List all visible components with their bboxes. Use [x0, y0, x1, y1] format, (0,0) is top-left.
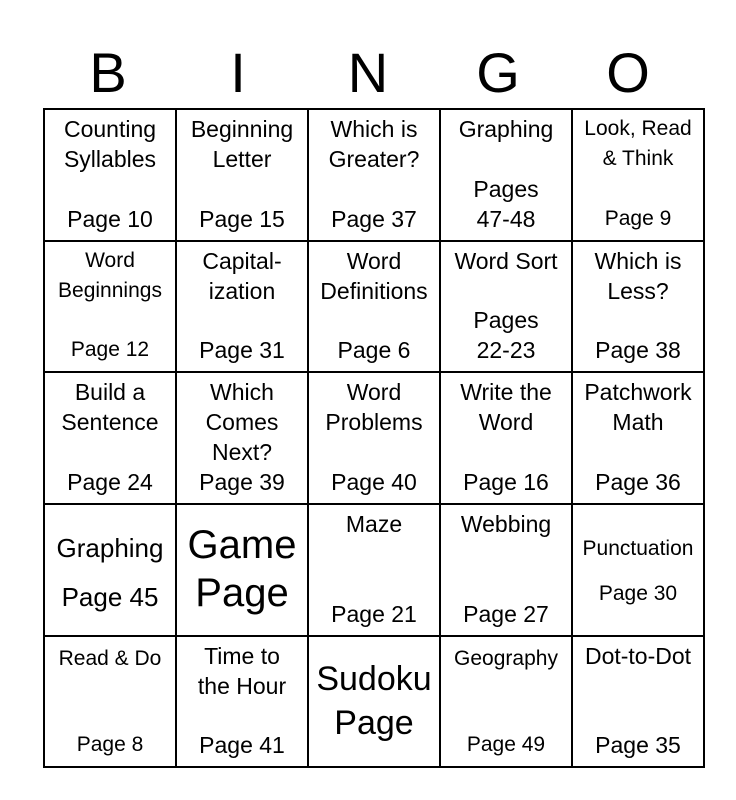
- cell-title: Punctuation: [582, 536, 694, 560]
- bingo-cell[interactable]: [176, 636, 308, 768]
- cell-page: Page 36: [595, 469, 681, 496]
- bingo-grid: [43, 108, 705, 768]
- cell-title: Maze: [345, 511, 403, 538]
- cell-page: Page 27: [463, 600, 549, 627]
- bingo-cell[interactable]: [44, 109, 176, 241]
- header-letter-n: N: [347, 41, 389, 104]
- free-space-label: Sudoku Page: [316, 659, 432, 742]
- header-letter-i: I: [230, 41, 246, 104]
- free-space-cell[interactable]: [308, 636, 440, 768]
- cell-title: Word Beginnings: [58, 248, 162, 302]
- grid-row: [44, 372, 704, 504]
- bingo-cell[interactable]: [176, 372, 308, 504]
- cell-page: Page 40: [331, 469, 417, 496]
- cell-title: Beginning Letter: [190, 116, 294, 172]
- bingo-cell[interactable]: [440, 372, 572, 504]
- free-space-label: Game Page: [187, 522, 297, 615]
- cell-page: Page 41: [199, 732, 285, 759]
- cell-page: Page 6: [337, 337, 411, 364]
- cell-page: Page 35: [595, 732, 681, 759]
- bingo-cell[interactable]: [572, 241, 704, 373]
- cell-page: Page 38: [595, 337, 681, 364]
- cell-page: Page 49: [466, 733, 546, 757]
- bingo-cell[interactable]: [440, 109, 572, 241]
- cell-page: Page 9: [604, 206, 672, 230]
- cell-title: Dot-to-Dot: [584, 642, 692, 669]
- header-letter-o: O: [606, 41, 650, 104]
- cell-title: Patchwork Math: [584, 379, 692, 436]
- header-letter-b: B: [89, 41, 127, 104]
- cell-title: Read & Do: [58, 646, 162, 670]
- cell-title: Write the Word: [460, 379, 552, 436]
- cell-title: Webbing: [460, 511, 552, 538]
- cell-title: Word Problems: [325, 379, 423, 436]
- bingo-cell[interactable]: [176, 241, 308, 373]
- cell-title: Word Sort: [454, 247, 558, 274]
- header-letter-g: G: [476, 41, 520, 104]
- cell-title: Time to the Hour: [197, 642, 287, 699]
- bingo-cell[interactable]: [572, 372, 704, 504]
- cell-title: Which Comes Next?: [205, 379, 279, 466]
- cell-page: Page 31: [199, 337, 285, 364]
- bingo-cell[interactable]: [308, 241, 440, 373]
- bingo-cell[interactable]: [176, 109, 308, 241]
- bingo-cell[interactable]: [572, 636, 704, 768]
- cell-title: Graphing: [458, 116, 554, 142]
- bingo-cell[interactable]: [44, 636, 176, 768]
- grid-row: [44, 504, 704, 636]
- cell-page: Page 15: [199, 205, 285, 232]
- cell-page: Pages 22-23: [473, 307, 539, 364]
- cell-page: Page 39: [199, 469, 285, 496]
- grid-row: [44, 636, 704, 768]
- cell-page: Pages 47-48: [473, 175, 539, 232]
- cell-page: Page 12: [70, 338, 150, 362]
- bingo-cell[interactable]: [44, 372, 176, 504]
- cell-title: Counting Syllables: [63, 116, 157, 172]
- cell-title: Which is Less?: [594, 247, 682, 304]
- cell-title: Look, Read & Think: [584, 117, 692, 170]
- grid-row: [44, 109, 704, 241]
- bingo-cell[interactable]: [44, 504, 176, 636]
- bingo-header: [43, 38, 693, 108]
- bingo-cell[interactable]: [308, 372, 440, 504]
- bingo-cell[interactable]: [440, 636, 572, 768]
- cell-page: Page 45: [61, 581, 159, 612]
- bingo-cell[interactable]: [440, 504, 572, 636]
- cell-page: Page 8: [76, 733, 144, 757]
- bingo-cell[interactable]: [44, 241, 176, 373]
- cell-page: Page 16: [463, 469, 549, 496]
- cell-title: Graphing: [56, 532, 164, 563]
- cell-page: Page 30: [598, 581, 678, 605]
- cell-title: Build a Sentence: [61, 379, 159, 436]
- bingo-cell[interactable]: [440, 241, 572, 373]
- free-space-cell[interactable]: [176, 504, 308, 636]
- cell-page: Page 10: [67, 205, 153, 232]
- cell-page: Page 37: [331, 205, 417, 232]
- cell-page: Page 21: [331, 600, 417, 627]
- bingo-cell[interactable]: [308, 109, 440, 241]
- cell-title: Which is Greater?: [328, 116, 420, 172]
- grid-row: [44, 241, 704, 373]
- cell-page: Page 24: [67, 469, 153, 496]
- cell-title: Word Definitions: [320, 247, 428, 304]
- bingo-cell[interactable]: [572, 504, 704, 636]
- bingo-cell[interactable]: [572, 109, 704, 241]
- cell-title: Geography: [454, 646, 558, 670]
- bingo-cell[interactable]: [308, 504, 440, 636]
- cell-title: Capital-ization: [202, 247, 282, 304]
